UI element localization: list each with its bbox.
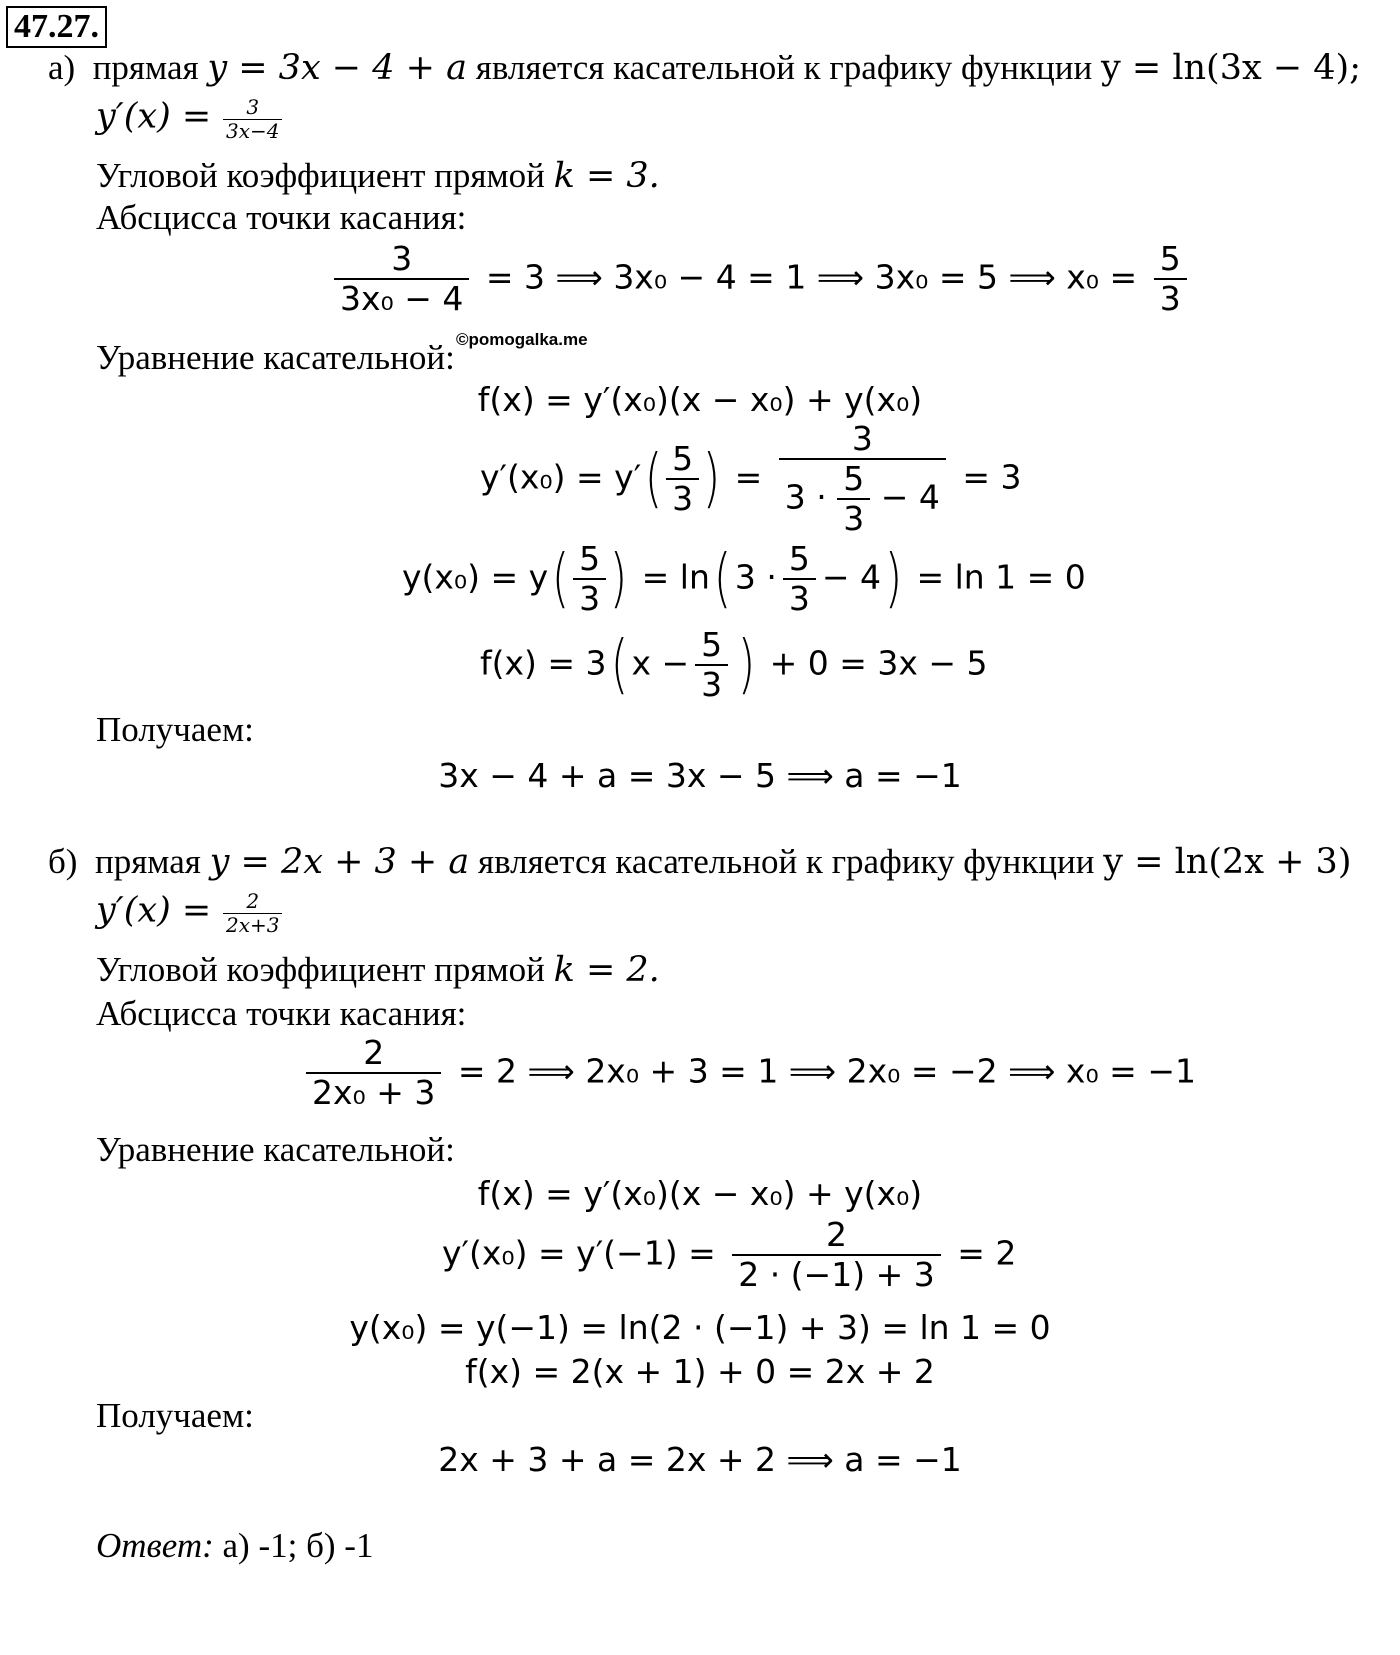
part-a-f-line: f(x) = 3( x − $\frac{5}{3}$ ) + 0 = 3x − 5	[480, 625, 988, 704]
part-a-abs-res-den: 3	[1154, 278, 1187, 318]
part-b-tangent-text: Уравнение касательной:	[96, 1130, 455, 1169]
part-a-tangent-text: Уравнение касательной:	[96, 338, 455, 377]
part-a-deriv-lhs: y′(x) =	[96, 96, 212, 137]
part-b-abscissa-eq	[300, 1034, 1196, 1112]
part-b-f-line: f(x) = 2(x + 1) + 0 = 2x + 2	[465, 1352, 935, 1391]
part-a-func-eq: y = ln(3x − 4);	[1100, 48, 1362, 88]
part-a-f-lhs: f(x) = 3	[480, 643, 607, 683]
part-a-intro-word: прямая	[92, 48, 199, 87]
problem-number: 47.27.	[6, 6, 107, 48]
part-a-yp-result: = 3	[962, 457, 1022, 497]
part-b-deriv-den: 2x+3	[223, 913, 283, 937]
part-a-yp-num: 3	[851, 419, 873, 458]
part-b-yprime-line	[442, 1216, 1016, 1294]
part-a-y0-frac-num: 5	[579, 539, 601, 578]
part-a-deriv-den: 3x−4	[223, 119, 283, 143]
part-a-y0-mid: = ln	[641, 557, 710, 597]
part-b-slope-eq: k = 2.	[553, 950, 660, 990]
part-a-derivative	[96, 96, 285, 143]
part-b-y0-line: y(x₀) = y(−1) = ln(2 · (−1) + 3) = ln 1 = 0	[349, 1308, 1051, 1347]
part-a-yp-lhs: y′(x₀) = y′	[480, 457, 642, 497]
part-a-yp-eq: =	[734, 457, 763, 497]
part-a-yprime-line: y′(x₀) = y′( $\frac{5}{3}$ ) = 3 3 · $\frac{5}{3}$ − 4 = 3	[480, 419, 1022, 538]
part-b-func-eq: y = ln(2x + 3)	[1103, 842, 1352, 882]
part-a-abs-res-num: 5	[1159, 239, 1181, 278]
part-b-yp-num: 2	[825, 1215, 847, 1254]
part-a-abs-num: 3	[391, 239, 413, 278]
answer-value: а) -1; б) -1	[222, 1526, 374, 1565]
part-a-f-result: + 0 = 3x − 5	[769, 643, 988, 683]
part-a-y0-inner-post: − 4	[821, 557, 881, 597]
part-b-yp-result: = 2	[957, 1233, 1017, 1273]
part-a-f-frac-num: 5	[701, 625, 723, 664]
part-b-abs-rest: = 2 ⟹ 2x₀ + 3 = 1 ⟹ 2x₀ = −2 ⟹ x₀ = −1	[457, 1051, 1196, 1091]
part-a-abs-rest: = 3 ⟹ 3x₀ − 4 = 1 ⟹ 3x₀ = 5 ⟹ x₀ =	[485, 257, 1138, 297]
part-a-abscissa-text: Абсцисса точки касания:	[96, 198, 467, 237]
part-b-intro-middle: является касательной к графику функции	[478, 842, 1095, 881]
part-a-f-inner-pre: x −	[631, 643, 690, 683]
part-b-slope-text: Угловой коэффициент прямой	[96, 950, 545, 989]
watermark: ©pomogalka.me	[456, 330, 588, 349]
part-b-yp-den: 2 · (−1) + 3	[732, 1254, 941, 1294]
part-a-yp-den-pre: 3 ·	[784, 477, 827, 517]
part-a-abscissa-eq	[328, 240, 1193, 318]
part-a-yp-frac-den: 3	[666, 478, 699, 518]
part-b-yp-lhs: y′(x₀) = y′(−1) =	[442, 1233, 716, 1273]
part-a-intro-middle: является касательной к графику функции	[475, 48, 1093, 87]
part-a-yp-den-post: − 4	[880, 477, 940, 517]
part-b-abscissa-text: Абсцисса точки касания:	[96, 994, 467, 1033]
part-a-label: а)	[48, 48, 76, 87]
part-a-deriv-num: 3	[246, 95, 260, 119]
part-b-deriv-num: 2	[246, 889, 260, 913]
part-b-abs-den: 2x₀ + 3	[306, 1072, 441, 1112]
part-b-intro-word: прямая	[94, 842, 201, 881]
part-b-abs-num: 2	[363, 1033, 385, 1072]
part-b-slope-line	[96, 950, 660, 990]
part-b-label: б)	[48, 842, 78, 881]
part-b-derivative	[96, 890, 285, 937]
part-a-f-frac-den: 3	[695, 664, 728, 704]
part-a-y0-frac-den: 3	[573, 578, 606, 618]
part-a-y0-result: = ln 1 = 0	[916, 557, 1086, 597]
part-a-final-eq: 3x − 4 + a = 3x − 5 ⟹ a = −1	[438, 756, 962, 795]
part-b-tangent-general: f(x) = y′(x₀)(x − x₀) + y(x₀)	[477, 1174, 923, 1213]
part-a-y0-lhs: y(x₀) = y	[402, 557, 549, 597]
part-a-abs-den: 3x₀ − 4	[334, 278, 469, 318]
part-a-tangent-general: f(x) = y′(x₀)(x − x₀) + y(x₀)	[477, 380, 923, 419]
part-a-y0-line: y(x₀) = y( $\frac{5}{3}$ ) = ln( 3 · $\frac{5}{3}$ − 4) = ln 1 = 0	[402, 539, 1086, 618]
part-b-statement	[48, 842, 1351, 882]
part-a-slope-text: Угловой коэффициент прямой	[96, 156, 545, 195]
part-a-y0-inner-pre: 3 ·	[734, 557, 777, 597]
part-a-line-eq: y = 3x − 4 + a	[207, 48, 467, 88]
part-b-deriv-lhs: y′(x) =	[96, 890, 212, 931]
part-a-yp-frac-num: 5	[672, 438, 694, 478]
part-b-final-eq: 2x + 3 + a = 2x + 2 ⟹ a = −1	[438, 1440, 962, 1479]
part-a-y0-inner-den: 3	[783, 578, 816, 618]
answer-label: Ответ:	[96, 1526, 214, 1565]
answer-line	[96, 1526, 373, 1566]
part-b-line-eq: y = 2x + 3 + a	[209, 842, 470, 882]
part-a-get-text: Получаем:	[96, 710, 254, 749]
part-a-slope-eq: k = 3.	[553, 156, 660, 196]
part-a-yp-den-num: 5	[843, 458, 865, 498]
part-a-slope-line	[96, 156, 660, 196]
part-a-yp-den-den: 3	[837, 498, 870, 538]
part-a-statement	[48, 48, 1361, 88]
part-a-y0-inner-num: 5	[788, 539, 810, 578]
part-b-get-text: Получаем:	[96, 1396, 254, 1435]
